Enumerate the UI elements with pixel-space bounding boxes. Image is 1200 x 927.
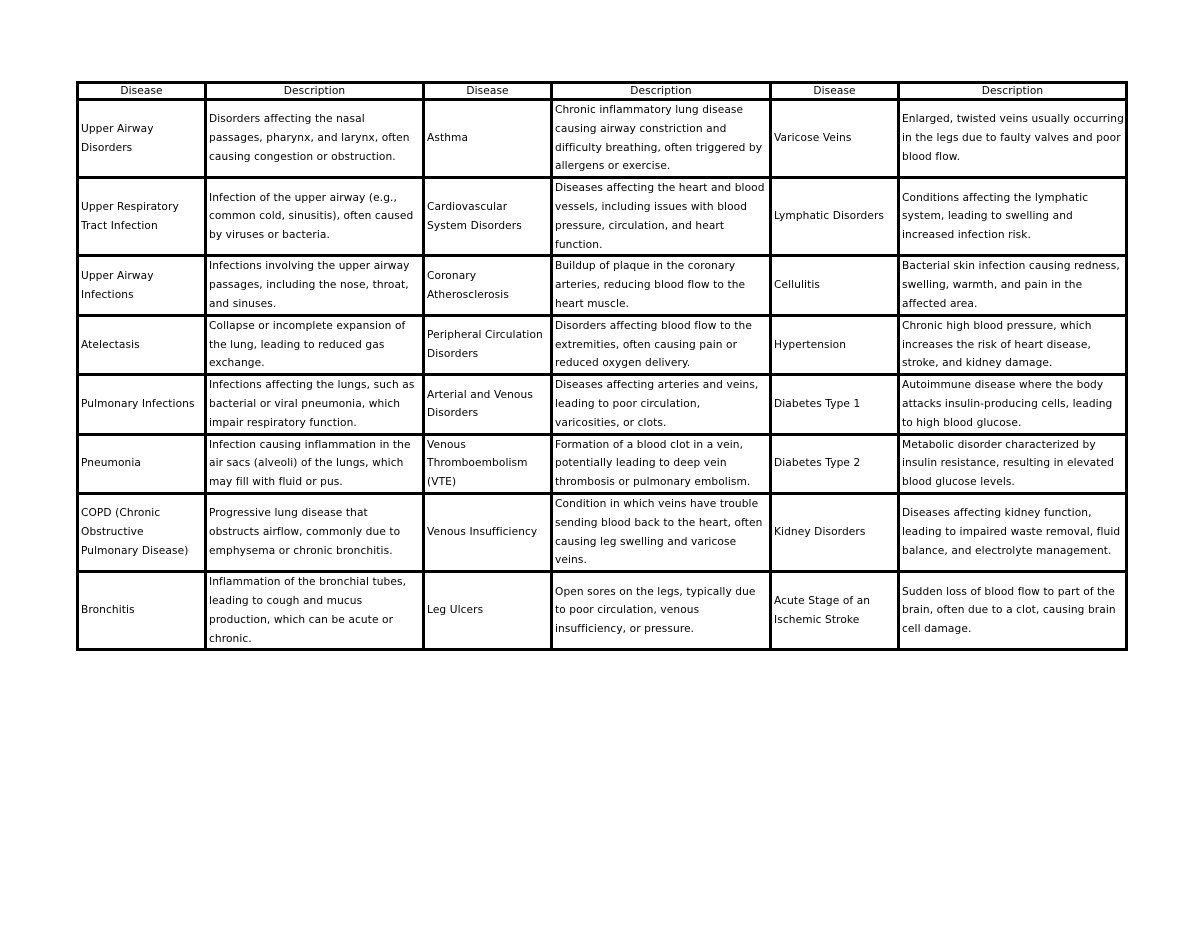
description-cell: Enlarged, twisted veins usually occurring in the legs due to faulty valves and poor blood flow. (899, 100, 1127, 178)
disease-cell: Upper Respiratory Tract Infection (78, 178, 206, 256)
disease-cell: Hypertension (771, 315, 899, 374)
description-cell: Disorders affecting the nasal passages, pharynx, and larynx, often causing congestion or obstruction. (206, 100, 424, 178)
table-row (78, 375, 1127, 434)
table-row (78, 315, 1127, 374)
disease-cell: Arterial and Venous Disorders (424, 375, 552, 434)
description-cell: Infection of the upper airway (e.g., common cold, sinusitis), often caused by viruses or bacteria. (206, 178, 424, 256)
disease-cell: Pneumonia (78, 434, 206, 493)
description-cell: Buildup of plaque in the coronary arteries, reducing blood flow to the heart muscle. (552, 256, 771, 315)
disease-cell: Varicose Veins (771, 100, 899, 178)
column-header-description: Description (206, 83, 424, 100)
description-cell: Inflammation of the bronchial tubes, leading to cough and mucus production, which can be acute or chronic. (206, 572, 424, 650)
description-cell: Condition in which veins have trouble sending blood back to the heart, often causing leg swelling and varicose veins. (552, 493, 771, 571)
table-row (78, 493, 1127, 571)
description-cell: Autoimmune disease where the body attacks insulin-producing cells, leading to high blood glucose. (899, 375, 1127, 434)
description-cell: Conditions affecting the lymphatic system, leading to swelling and increased infection risk. (899, 178, 1127, 256)
description-cell: Formation of a blood clot in a vein, potentially leading to deep vein thrombosis or pulmonary embolism. (552, 434, 771, 493)
disease-cell: Atelectasis (78, 315, 206, 374)
table-row (78, 434, 1127, 493)
description-cell: Diseases affecting kidney function, leading to impaired waste removal, fluid balance, and electrolyte management. (899, 493, 1127, 571)
description-cell: Open sores on the legs, typically due to poor circulation, venous insufficiency, or pressure. (552, 572, 771, 650)
column-header-disease: Disease (424, 83, 552, 100)
disease-cell: Cardiovascular System Disorders (424, 178, 552, 256)
disease-cell: Bronchitis (78, 572, 206, 650)
disease-cell: Kidney Disorders (771, 493, 899, 571)
table-row (78, 178, 1127, 256)
disease-cell: Pulmonary Infections (78, 375, 206, 434)
disease-cell: Leg Ulcers (424, 572, 552, 650)
column-header-disease: Disease (771, 83, 899, 100)
description-cell: Infection causing inflammation in the air sacs (alveoli) of the lungs, which may fill with fluid or pus. (206, 434, 424, 493)
description-cell: Metabolic disorder characterized by insulin resistance, resulting in elevated blood glucose levels. (899, 434, 1127, 493)
column-header-description: Description (899, 83, 1127, 100)
description-cell: Chronic high blood pressure, which increases the risk of heart disease, stroke, and kidney damage. (899, 315, 1127, 374)
description-cell: Infections affecting the lungs, such as bacterial or viral pneumonia, which impair respiratory function. (206, 375, 424, 434)
disease-cell: Diabetes Type 1 (771, 375, 899, 434)
table-row (78, 256, 1127, 315)
disease-cell: Venous Insufficiency (424, 493, 552, 571)
disease-cell: Acute Stage of an Ischemic Stroke (771, 572, 899, 650)
disease-cell: Venous Thromboembolism (VTE) (424, 434, 552, 493)
table-row (78, 572, 1127, 650)
disease-cell: Upper Airway Disorders (78, 100, 206, 178)
disease-cell: COPD (Chronic Obstructive Pulmonary Disease) (78, 493, 206, 571)
description-cell: Sudden loss of blood flow to part of the brain, often due to a clot, causing brain cell damage. (899, 572, 1127, 650)
description-cell: Disorders affecting blood flow to the extremities, often causing pain or reduced oxygen delivery. (552, 315, 771, 374)
description-cell: Chronic inflammatory lung disease causing airway constriction and difficulty breathing, often triggered by allergens or exercise. (552, 100, 771, 178)
disease-cell: Cellulitis (771, 256, 899, 315)
column-header-disease: Disease (78, 83, 206, 100)
table-header-row (78, 83, 1127, 100)
disease-cell: Asthma (424, 100, 552, 178)
column-header-description: Description (552, 83, 771, 100)
disease-cell: Diabetes Type 2 (771, 434, 899, 493)
disease-cell: Lymphatic Disorders (771, 178, 899, 256)
description-cell: Diseases affecting the heart and blood vessels, including issues with blood pressure, circulation, and heart function. (552, 178, 771, 256)
disease-table (76, 81, 1128, 651)
table-row (78, 100, 1127, 178)
disease-cell: Coronary Atherosclerosis (424, 256, 552, 315)
description-cell: Bacterial skin infection causing redness, swelling, warmth, and pain in the affected area. (899, 256, 1127, 315)
description-cell: Diseases affecting arteries and veins, leading to poor circulation, varicosities, or clots. (552, 375, 771, 434)
disease-cell: Upper Airway Infections (78, 256, 206, 315)
description-cell: Infections involving the upper airway passages, including the nose, throat, and sinuses. (206, 256, 424, 315)
disease-cell: Peripheral Circulation Disorders (424, 315, 552, 374)
description-cell: Progressive lung disease that obstructs airflow, commonly due to emphysema or chronic bronchitis. (206, 493, 424, 571)
description-cell: Collapse or incomplete expansion of the lung, leading to reduced gas exchange. (206, 315, 424, 374)
